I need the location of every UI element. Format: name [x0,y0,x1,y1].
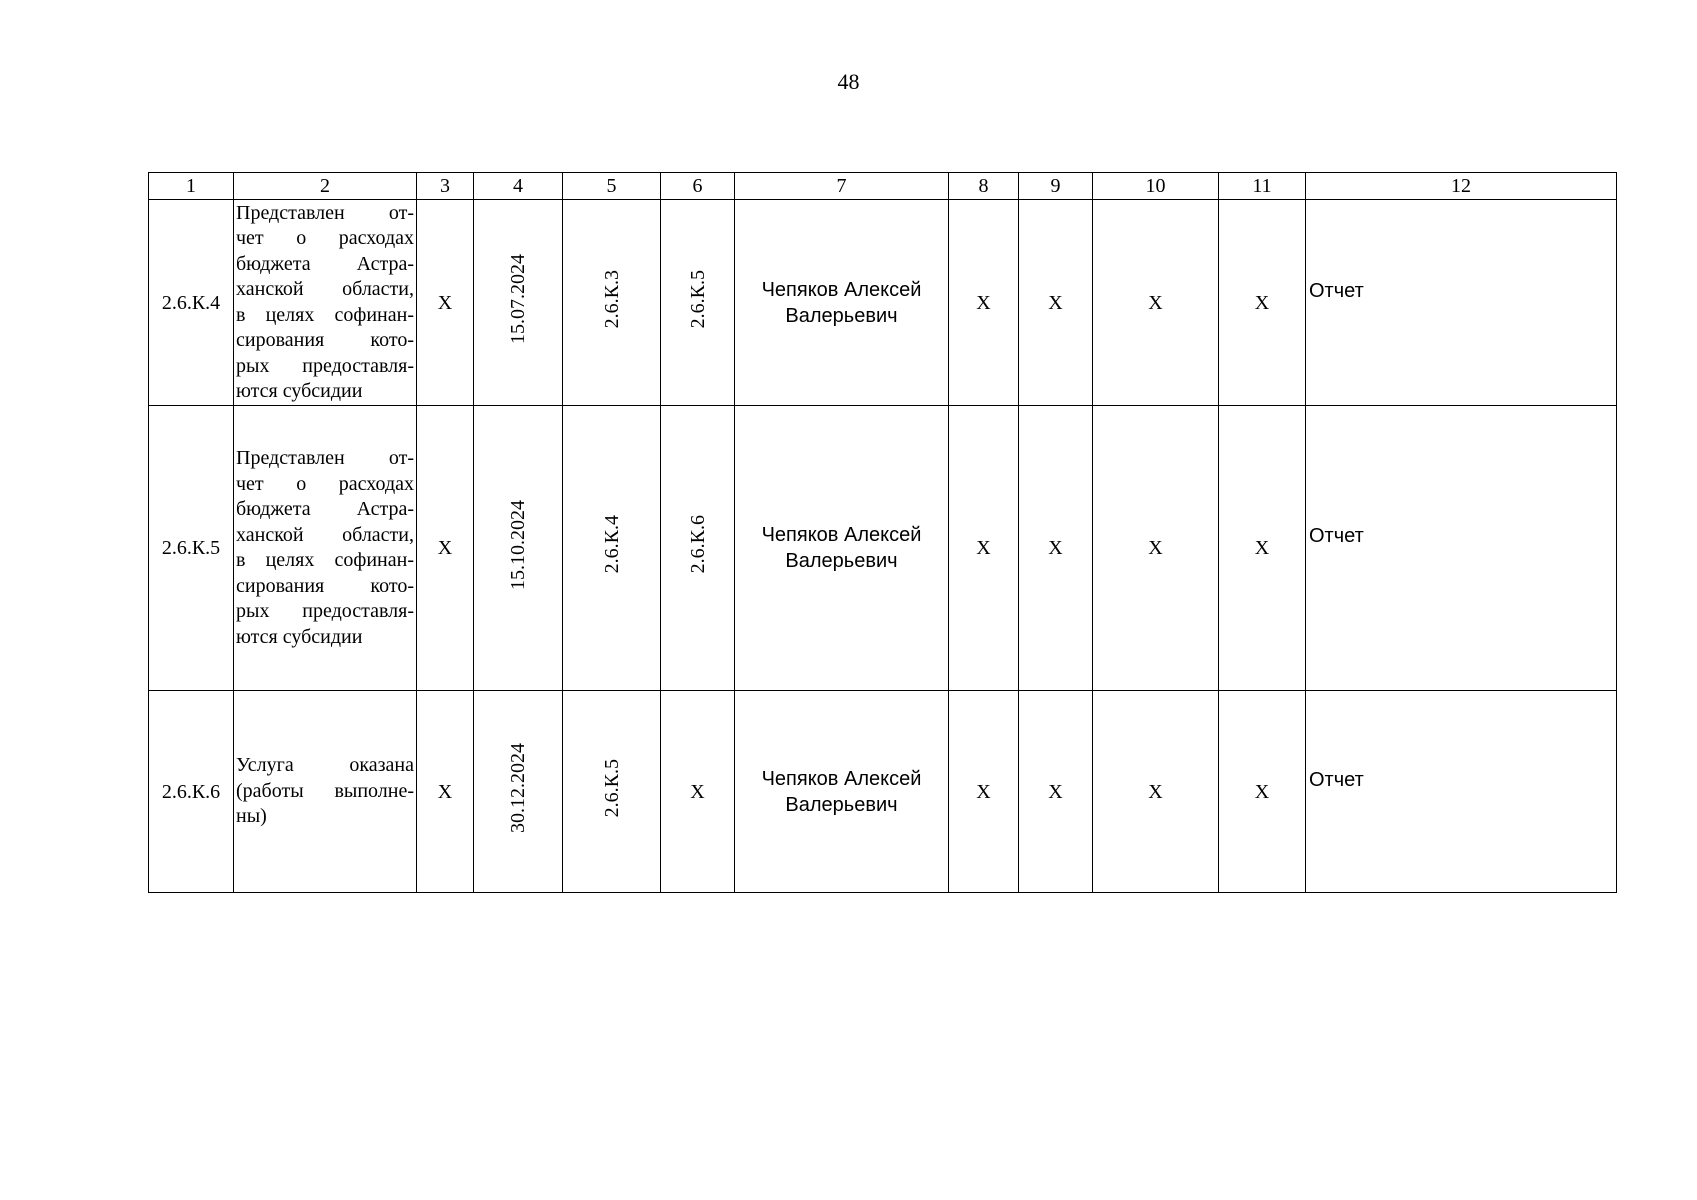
description-line: Представлен от- [236,201,414,224]
cell-executor [735,406,949,691]
cell-document [1306,406,1617,691]
control-points-table [148,172,1617,893]
cell-col9: X [1019,200,1093,406]
cell-col3: X [417,691,474,893]
document-text: Отчет [1309,279,1364,302]
column-header: 1 [149,173,234,200]
column-header: 9 [1019,173,1093,200]
row-code: 2.6.К.6 [149,691,234,893]
column-header: 6 [661,173,735,200]
successor-text: 2.6.К.6 [686,515,709,574]
cell-predecessor [563,691,661,893]
column-header: 4 [474,173,563,200]
column-header: 10 [1093,173,1219,200]
cell-col8: X [949,691,1019,893]
description-line: ханской области, [236,523,414,546]
column-header: 8 [949,173,1019,200]
predecessor-text: 2.6.К.3 [600,269,623,329]
description-line: чет о расходах [236,472,414,495]
row-description [234,406,417,691]
description-line: в целях софинан- [236,549,414,571]
cell-col9: X [1019,406,1093,691]
column-header: 7 [735,173,949,200]
cell-executor [735,691,949,893]
description-line: рых предоставля- [236,354,414,377]
cell-col8: X [949,406,1019,691]
executor-line: Валерьевич [785,793,898,816]
column-header: 12 [1306,173,1617,200]
row-code: 2.6.К.5 [149,406,234,691]
description-line: ны) [236,805,267,828]
description-line: бюджета Астра- [236,252,414,275]
cell-document [1306,200,1617,406]
table-row [149,691,1617,893]
cell-successor [661,406,735,691]
cell-date [474,406,563,691]
successor-text: 2.6.К.5 [686,269,709,329]
document-text: Отчет [1309,768,1364,791]
cell-col10: X [1093,200,1219,406]
executor-line: Чепяков Алексей [761,767,922,790]
cell-date [474,691,563,893]
cell-col11: X [1219,200,1306,406]
description-line: сирования кото- [236,329,414,351]
description-line: Услуга оказана [236,754,414,777]
description-line: ются субсидии [236,380,363,402]
description-line: в целях софинан- [236,303,414,326]
row-code: 2.6.К.4 [149,200,234,406]
date-text: 15.10.2024 [507,499,529,590]
cell-document [1306,691,1617,893]
row-description [234,691,417,893]
predecessor-text: 2.6.К.5 [600,758,623,818]
header-row [149,173,1617,200]
column-header: 5 [563,173,661,200]
cell-col9: X [1019,691,1093,893]
description-line: (работы выполне- [236,779,414,802]
date-text: 15.07.2024 [507,254,529,344]
date-text: 30.12.2024 [507,743,529,833]
executor-line: Чепяков Алексей [761,524,922,546]
description-line: чет о расходах [236,227,414,249]
row-description [234,200,417,406]
description-line: рых предоставля- [236,600,414,622]
cell-predecessor [563,200,661,406]
document-text: Отчет [1309,525,1364,547]
cell-col11: X [1219,406,1306,691]
description-line: ются субсидии [236,625,363,648]
cell-col10: X [1093,406,1219,691]
cell-successor: X [661,691,735,893]
description-line: Представлен от- [236,447,414,469]
cell-executor [735,200,949,406]
predecessor-text: 2.6.К.4 [600,515,623,574]
column-header: 11 [1219,173,1306,200]
executor-line: Валерьевич [785,550,898,572]
description-line: ханской области, [236,278,414,300]
executor-line: Чепяков Алексей [761,278,922,301]
cell-col11: X [1219,691,1306,893]
cell-successor [661,200,735,406]
cell-col10: X [1093,691,1219,893]
cell-date [474,200,563,406]
cell-predecessor [563,406,661,691]
column-header: 3 [417,173,474,200]
executor-line: Валерьевич [785,304,898,327]
cell-col3: X [417,406,474,691]
description-line: бюджета Астра- [236,498,414,520]
column-header: 2 [234,173,417,200]
description-line: сирования кото- [236,574,414,597]
page-number: 48 [837,69,860,94]
cell-col3: X [417,200,474,406]
cell-col8: X [949,200,1019,406]
table-row [149,200,1617,406]
table-row [149,406,1617,691]
